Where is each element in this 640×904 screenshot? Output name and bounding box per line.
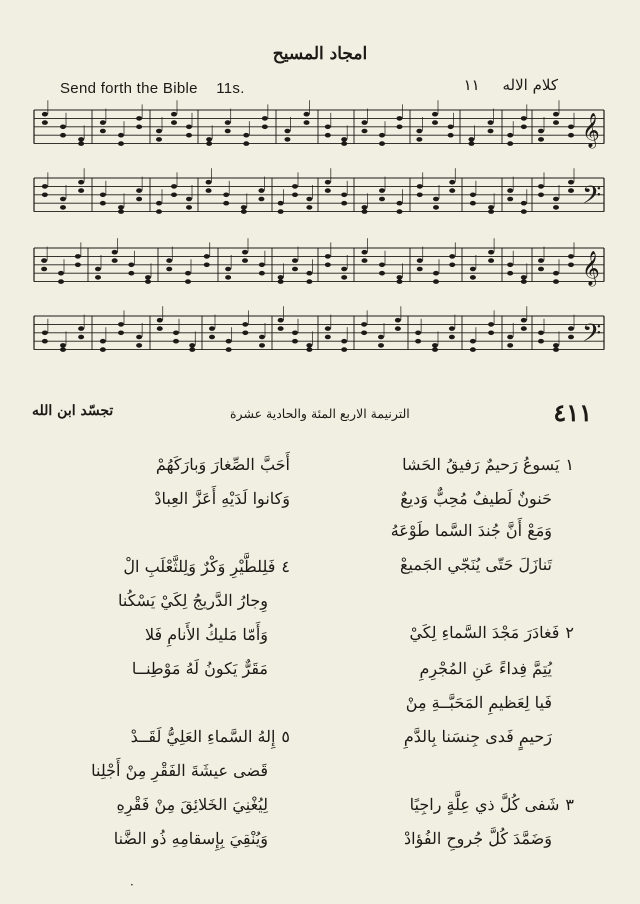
- notehead: [75, 263, 81, 268]
- notehead: [325, 326, 331, 331]
- notehead: [306, 205, 312, 210]
- lyric-line: وَأَمّا مَليكُ الأَنامِ فَلا: [144, 625, 268, 644]
- notehead: [416, 137, 422, 142]
- notehead: [553, 343, 559, 348]
- notehead: [433, 205, 439, 210]
- lyric-line: ٢فَغادَرَ مَجْدَ السَّماءِ لِكَيْ: [409, 623, 574, 642]
- notehead: [292, 184, 298, 189]
- notehead: [304, 120, 310, 125]
- notehead: [341, 339, 347, 344]
- notehead: [185, 271, 191, 276]
- notehead: [553, 347, 559, 352]
- verse-number: ١: [565, 455, 574, 474]
- notehead: [488, 322, 494, 327]
- arabic-heading: كلام الاله: [502, 76, 558, 94]
- notehead: [553, 271, 559, 276]
- notehead: [259, 271, 265, 276]
- notehead: [156, 201, 162, 206]
- notehead: [242, 322, 248, 327]
- notehead: [306, 343, 312, 348]
- notehead: [278, 209, 284, 214]
- page-mark: ·: [130, 878, 134, 892]
- notehead: [553, 112, 559, 117]
- notehead: [42, 339, 48, 344]
- notehead: [259, 263, 265, 268]
- notehead: [225, 120, 231, 125]
- notehead: [449, 188, 455, 193]
- notehead: [262, 116, 268, 121]
- hymn-title: امجاد المسيح: [272, 44, 368, 64]
- notehead: [416, 129, 422, 134]
- notehead: [468, 141, 474, 146]
- notehead: [136, 343, 142, 348]
- lyric-line: رَحيمٍ فَدى جِنسَنا بِالدَّمِ: [403, 727, 552, 746]
- notehead: [42, 184, 48, 189]
- lyric-line: وَضَمَّدَ كُلَّ جُروحِ الفُؤادْ: [404, 829, 552, 848]
- notehead: [379, 271, 385, 276]
- notehead: [470, 275, 476, 280]
- notehead: [397, 209, 403, 214]
- notehead: [379, 263, 385, 268]
- notehead: [173, 331, 179, 336]
- notehead: [417, 184, 423, 189]
- notehead: [292, 258, 298, 263]
- notehead: [186, 125, 192, 130]
- notehead: [538, 258, 544, 263]
- notehead: [538, 137, 544, 142]
- notehead: [538, 184, 544, 189]
- clef-glyph: 𝄢: [582, 319, 602, 354]
- notehead: [100, 193, 106, 198]
- lyric-line: وِجارُ الدَّريجُ لِكَيْ يَسْكُنا: [117, 591, 268, 610]
- notehead: [284, 129, 290, 134]
- notehead: [185, 279, 191, 284]
- verse-number: ٥: [281, 727, 290, 746]
- notehead: [241, 209, 247, 214]
- notehead: [449, 180, 455, 185]
- notehead: [171, 120, 177, 125]
- notehead: [507, 197, 513, 202]
- notehead: [395, 318, 401, 323]
- lyric-line: ٣شَفى كُلَّ ذي عِلَّةٍ راجِيًا: [409, 795, 574, 814]
- notehead: [118, 133, 124, 138]
- notehead: [433, 279, 439, 284]
- notehead: [468, 137, 474, 142]
- notehead: [449, 254, 455, 259]
- notehead: [538, 267, 544, 272]
- notehead: [242, 250, 248, 255]
- lyric-line: فَيا لِعَظيمِ المَحَبَّــةِ مِنْ: [405, 693, 552, 712]
- notehead: [521, 125, 527, 130]
- lyric-line: لِيُغْنِيَ الخَلائِقَ مِنْ فَقْرِهِ: [116, 795, 268, 814]
- notehead: [42, 193, 48, 198]
- notehead: [223, 201, 229, 206]
- notehead: [553, 279, 559, 284]
- notehead: [225, 267, 231, 272]
- notehead: [60, 205, 66, 210]
- lyric-line: ٤فَلِلطَّيْرِ وَكْرٌ وَلِلثَّعْلَبِ الْ: [123, 557, 290, 576]
- notehead: [292, 267, 298, 272]
- verse-number: ٣: [565, 795, 574, 814]
- notehead: [112, 258, 118, 263]
- notehead: [42, 112, 48, 117]
- notehead: [100, 201, 106, 206]
- notehead: [449, 335, 455, 340]
- notehead: [379, 141, 385, 146]
- notehead: [118, 209, 124, 214]
- notehead: [262, 125, 268, 130]
- arabic-tune-heading: [464, 76, 558, 94]
- notehead: [157, 318, 163, 323]
- notehead: [118, 141, 124, 146]
- notehead: [60, 125, 66, 130]
- notehead: [397, 279, 403, 284]
- notehead: [258, 197, 264, 202]
- notehead: [521, 201, 527, 206]
- notehead: [341, 347, 347, 352]
- notehead: [60, 343, 66, 348]
- lyric-line: وَيُنْقِيَ بِإِسقامِهِ ذُو الضَّنا: [113, 829, 268, 848]
- notehead: [206, 180, 212, 185]
- notehead: [488, 258, 494, 263]
- lyric-line: وَكانوا لَدَيْهِ أَعَزَّ العِبادْ: [154, 489, 290, 508]
- notehead: [78, 180, 84, 185]
- notehead: [136, 188, 142, 193]
- lyrics-column-right: [314, 455, 574, 875]
- notehead: [362, 129, 368, 134]
- notehead: [41, 267, 47, 272]
- notehead: [488, 209, 494, 214]
- page-number: ٤١١: [553, 398, 592, 427]
- clef-glyph: 𝄞: [582, 113, 600, 148]
- notehead: [507, 335, 513, 340]
- notehead: [341, 275, 347, 280]
- notehead: [112, 250, 118, 255]
- notehead: [60, 197, 66, 202]
- notehead: [341, 267, 347, 272]
- notehead: [488, 250, 494, 255]
- notehead: [226, 339, 232, 344]
- notehead: [306, 347, 312, 352]
- notehead: [568, 263, 574, 268]
- notehead: [171, 184, 177, 189]
- notehead: [397, 125, 403, 130]
- notehead: [157, 326, 163, 331]
- notehead: [553, 205, 559, 210]
- notehead: [156, 209, 162, 214]
- notehead: [278, 326, 284, 331]
- notehead: [553, 120, 559, 125]
- notehead: [379, 133, 385, 138]
- notehead: [538, 339, 544, 344]
- notehead: [209, 335, 215, 340]
- notehead: [568, 335, 574, 340]
- notehead: [432, 343, 438, 348]
- lyric-line: قَضى عيشَةَ الفَقْرِ مِنْ أَجْلِنا: [91, 761, 268, 780]
- hymn-label: الترنيمة الاربع المئة والحادية عشرة: [230, 406, 410, 421]
- notehead: [488, 205, 494, 210]
- arabic-number: ١١: [463, 76, 480, 94]
- notehead: [432, 112, 438, 117]
- clef-glyph: 𝄢: [582, 181, 602, 216]
- notehead: [189, 343, 195, 348]
- notehead: [100, 347, 106, 352]
- notehead: [128, 271, 134, 276]
- notehead: [417, 258, 423, 263]
- clef-glyph: 𝄞: [582, 251, 600, 286]
- notehead: [223, 193, 229, 198]
- notehead: [488, 120, 494, 125]
- notehead: [507, 263, 513, 268]
- notehead: [100, 129, 106, 134]
- notehead: [415, 339, 421, 344]
- lyric-line: مَقَرٌّ يَكونُ لَهُ مَوْطِنــا: [131, 659, 268, 678]
- notehead: [432, 347, 438, 352]
- notehead: [128, 263, 134, 268]
- notehead: [432, 120, 438, 125]
- notehead: [100, 120, 106, 125]
- notehead: [306, 197, 312, 202]
- verse-number: ٤: [281, 557, 290, 576]
- notehead: [292, 193, 298, 198]
- notehead: [341, 201, 347, 206]
- notehead: [78, 326, 84, 331]
- notehead: [521, 275, 527, 280]
- notehead: [136, 335, 142, 340]
- notehead: [378, 343, 384, 348]
- notehead: [417, 193, 423, 198]
- notehead: [470, 339, 476, 344]
- notehead: [242, 258, 248, 263]
- notehead: [521, 209, 527, 214]
- notehead: [156, 137, 162, 142]
- notehead: [415, 331, 421, 336]
- notehead: [362, 209, 368, 214]
- notehead: [568, 125, 574, 130]
- notehead: [75, 254, 81, 259]
- notehead: [186, 205, 192, 210]
- notehead: [507, 343, 513, 348]
- notehead: [118, 322, 124, 327]
- notehead: [136, 116, 142, 121]
- lyric-line: يُتِمَّ فِداءً عَنِ المُجْرِمِ: [419, 659, 552, 678]
- notehead: [378, 335, 384, 340]
- notehead: [568, 254, 574, 259]
- notehead: [204, 263, 210, 268]
- notehead: [488, 129, 494, 134]
- notehead: [325, 254, 331, 259]
- notehead: [58, 279, 64, 284]
- notehead: [449, 263, 455, 268]
- notehead: [470, 267, 476, 272]
- notehead: [568, 133, 574, 138]
- notehead: [361, 331, 367, 336]
- notehead: [362, 205, 368, 210]
- notehead: [521, 326, 527, 331]
- notehead: [397, 275, 403, 280]
- music-score: [32, 100, 610, 358]
- notehead: [448, 133, 454, 138]
- notehead: [325, 335, 331, 340]
- lyric-line: أَحَبَّ الصِّغارَ وَبارَكَهُمْ: [155, 455, 290, 474]
- notehead: [41, 258, 47, 263]
- lyric-line: ٥إِلهُ السَّماءِ العَلِيُّ لَقَــدْ: [130, 727, 290, 746]
- notehead: [568, 188, 574, 193]
- notehead: [145, 279, 151, 284]
- notehead: [278, 275, 284, 280]
- notehead: [78, 141, 84, 146]
- notehead: [186, 197, 192, 202]
- notehead: [341, 137, 347, 142]
- notehead: [306, 271, 312, 276]
- notehead: [136, 197, 142, 202]
- notehead: [521, 116, 527, 121]
- notehead: [448, 125, 454, 130]
- notehead: [325, 188, 331, 193]
- notehead: [42, 331, 48, 336]
- notehead: [470, 201, 476, 206]
- notehead: [60, 133, 66, 138]
- notehead: [433, 197, 439, 202]
- notehead: [507, 188, 513, 193]
- notehead: [166, 267, 172, 272]
- notehead: [304, 112, 310, 117]
- english-title: Send forth the Bible: [60, 80, 198, 97]
- notehead: [292, 331, 298, 336]
- notehead: [397, 116, 403, 121]
- notehead: [433, 271, 439, 276]
- notehead: [243, 141, 249, 146]
- notehead: [278, 318, 284, 323]
- notehead: [204, 254, 210, 259]
- notehead: [325, 263, 331, 268]
- notehead: [362, 250, 368, 255]
- notehead: [397, 201, 403, 206]
- notehead: [206, 137, 212, 142]
- notehead: [521, 318, 527, 323]
- notehead: [341, 141, 347, 146]
- verse-number: ٢: [565, 623, 574, 642]
- notehead: [379, 197, 385, 202]
- notehead: [538, 193, 544, 198]
- notehead: [95, 267, 101, 272]
- notehead: [171, 193, 177, 198]
- notehead: [568, 326, 574, 331]
- notehead: [259, 343, 265, 348]
- notehead: [258, 188, 264, 193]
- notehead: [136, 125, 142, 130]
- notehead: [78, 137, 84, 142]
- notehead: [325, 180, 331, 185]
- notehead: [78, 188, 84, 193]
- notehead: [379, 188, 385, 193]
- notehead: [470, 193, 476, 198]
- notehead: [278, 201, 284, 206]
- notehead: [306, 279, 312, 284]
- lyric-line: ١يَسوعُ رَحيمٌ رَفيقُ الحَشا: [402, 455, 574, 474]
- notehead: [292, 339, 298, 344]
- notehead: [507, 133, 513, 138]
- notehead: [78, 335, 84, 340]
- notehead: [156, 129, 162, 134]
- notehead: [259, 335, 265, 340]
- notehead: [58, 271, 64, 276]
- notehead: [362, 120, 368, 125]
- english-tune-title: [60, 80, 245, 97]
- notehead: [42, 120, 48, 125]
- notehead: [243, 133, 249, 138]
- notehead: [395, 326, 401, 331]
- notehead: [206, 141, 212, 146]
- lyric-line: حَنونٌ لَطيفٌ مُحِبٌّ وَديعٌ: [400, 489, 552, 508]
- notehead: [171, 112, 177, 117]
- notehead: [488, 331, 494, 336]
- meter: 11s.: [216, 80, 245, 97]
- notehead: [361, 322, 367, 327]
- notehead: [538, 331, 544, 336]
- lyrics-column-left: [30, 455, 290, 875]
- notehead: [507, 271, 513, 276]
- notehead: [118, 331, 124, 336]
- notehead: [241, 205, 247, 210]
- notehead: [225, 275, 231, 280]
- author-label: تجسّد ابن الله: [32, 403, 114, 419]
- notehead: [470, 347, 476, 352]
- notehead: [284, 137, 290, 142]
- notehead: [325, 133, 331, 138]
- notehead: [341, 193, 347, 198]
- notehead: [449, 326, 455, 331]
- notehead: [362, 258, 368, 263]
- notehead: [145, 275, 151, 280]
- notehead: [209, 326, 215, 331]
- notehead: [100, 339, 106, 344]
- notehead: [118, 205, 124, 210]
- notehead: [417, 267, 423, 272]
- notehead: [225, 129, 231, 134]
- notehead: [568, 180, 574, 185]
- notehead: [189, 347, 195, 352]
- notehead: [242, 331, 248, 336]
- notehead: [95, 275, 101, 280]
- notehead: [206, 188, 212, 193]
- notehead: [278, 279, 284, 284]
- notehead: [521, 279, 527, 284]
- notehead: [538, 129, 544, 134]
- notehead: [166, 258, 172, 263]
- notehead: [186, 133, 192, 138]
- notehead: [507, 141, 513, 146]
- notehead: [226, 347, 232, 352]
- notehead: [173, 339, 179, 344]
- notehead: [60, 347, 66, 352]
- lyric-line: تَنازَلَ حَتّى يُنَجّي الجَميعْ: [399, 555, 552, 574]
- notehead: [325, 125, 331, 130]
- notehead: [553, 197, 559, 202]
- lyric-line: وَمَعْ أَنَّ جُندَ السَّما طَوْعَهُ: [390, 521, 552, 540]
